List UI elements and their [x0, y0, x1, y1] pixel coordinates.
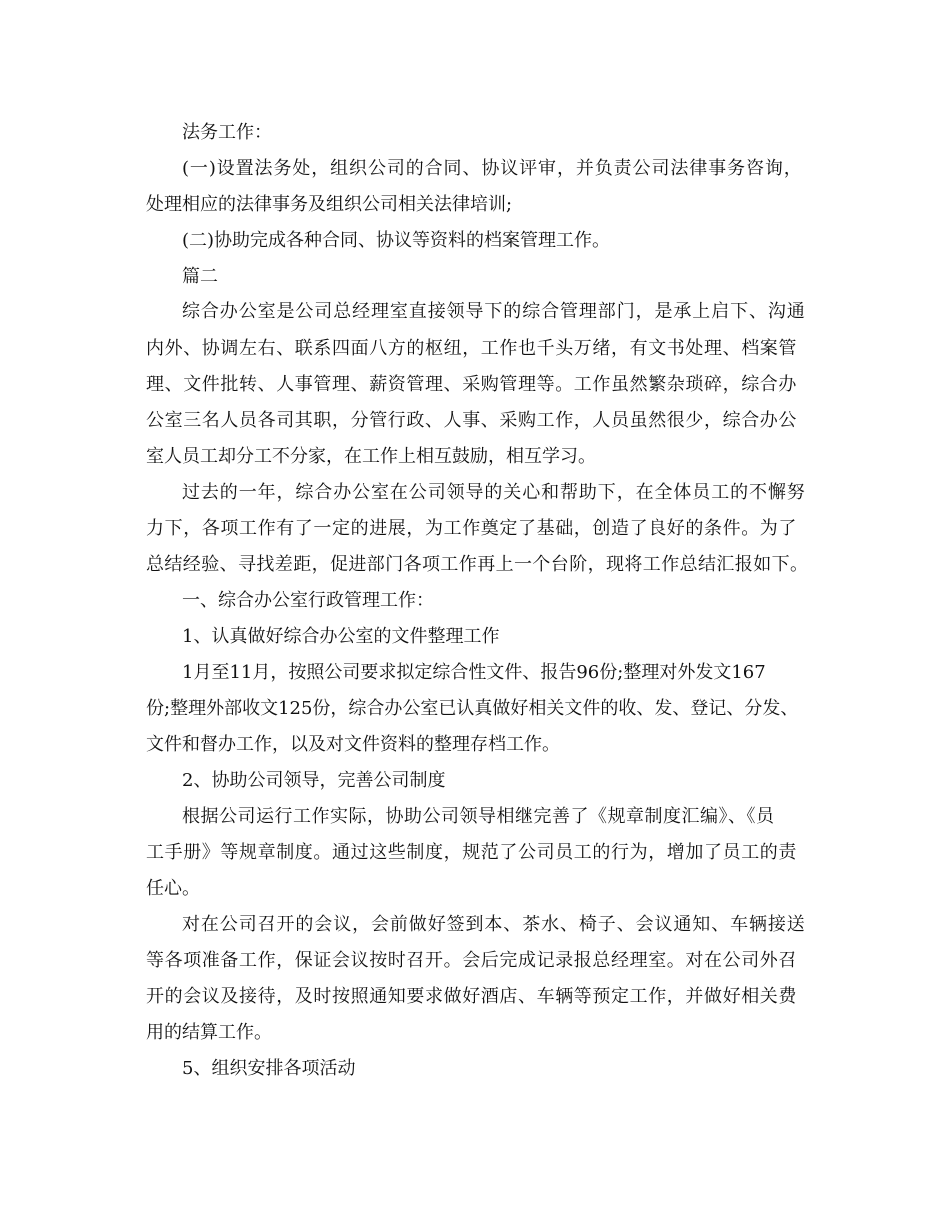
text-line: 室人员工却分工不分家，在工作上相互鼓励，相互学习。 [146, 446, 596, 467]
text-line: 力下，各项工作有了一定的进展，为工作奠定了基础，创造了良好的条件。为了 [146, 518, 797, 539]
text-line: 处理相应的法律事务及组织公司相关法律培训; [146, 194, 513, 215]
text-line: 5、组织安排各项活动 [182, 1058, 356, 1079]
text-line: 综合办公室是公司总经理室直接领导下的综合管理部门，是承上启下、沟通 [182, 301, 806, 322]
text-line: (二)协助完成各种合同、协议等资料的档案管理工作。 [182, 230, 611, 251]
text-line: 公室三名人员各司其职，分管行政、人事、采购工作，人员虽然很少，综合办公 [146, 410, 797, 431]
text-line: 根据公司运行工作实际，协助公司领导相继完善了《规章制度汇编》、《员 [182, 806, 775, 827]
text-line: 工手册》等规章制度。通过这些制度，规范了公司员工的行为，增加了员工的责 [146, 842, 797, 863]
text-line: 总结经验、寻找差距，促进部门各项工作再上一个台阶，现将工作总结汇报如下。 [146, 554, 809, 575]
text-line: 内外、协调左右、联系四面八方的枢纽，工作也千头万绪，有文书处理、档案管 [146, 338, 797, 359]
text-line: 开的会议及接待，及时按照通知要求做好酒店、车辆等预定工作，并做好相关费 [146, 986, 797, 1007]
text-line: 篇二 [182, 266, 218, 287]
text-line: 一、综合办公室行政管理工作： [182, 590, 434, 611]
text-line: 1、认真做好综合办公室的文件整理工作 [182, 626, 500, 647]
text-line: 份;整理外部收文125份，综合办公室已认真做好相关文件的收、发、登记、分发、 [146, 698, 799, 719]
text-line: 法务工作： [182, 122, 272, 143]
text-line: 1月至11月，按照公司要求拟定综合性文件、报告96份;整理对外发文167 [182, 662, 766, 683]
text-line: 文件和督办工作，以及对文件资料的整理存档工作。 [146, 734, 560, 755]
text-line: 理、文件批转、人事管理、薪资管理、采购管理等。工作虽然繁杂琐碎，综合办 [146, 374, 797, 395]
text-line: (一)设置法务处，组织公司的合同、协议评审，并负责公司法律事务咨询， [182, 158, 803, 179]
text-line: 任心。 [146, 878, 200, 899]
text-line: 用的结算工作。 [146, 1022, 272, 1043]
text-line: 对在公司召开的会议，会前做好签到本、茶水、椅子、会议通知、车辆接送 [182, 914, 806, 935]
text-line: 过去的一年，综合办公室在公司领导的关心和帮助下，在全体员工的不懈努 [182, 482, 806, 503]
text-line: 等各项准备工作，保证会议按时召开。会后完成记录报总经理室。对在公司外召 [146, 950, 797, 971]
text-line: 2、协助公司领导，完善公司制度 [182, 770, 446, 791]
